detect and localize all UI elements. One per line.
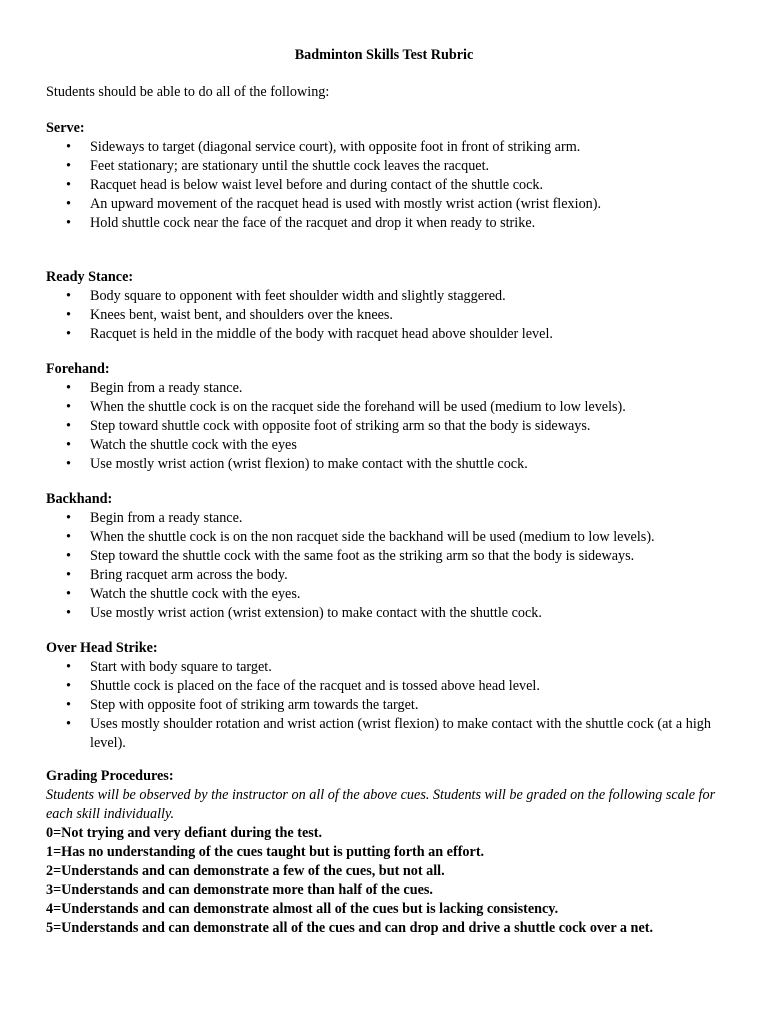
cue-text: Racquet is held in the middle of the body with racquet head above shoulder level. xyxy=(90,326,553,342)
cue-text: Shuttle cock is placed on the face of the racquet and is tossed above head level. xyxy=(90,678,540,694)
list-item xyxy=(46,455,736,474)
list-item xyxy=(46,715,736,753)
list-item xyxy=(46,138,736,157)
list-item xyxy=(46,509,736,528)
bullet-icon: • xyxy=(66,510,71,526)
cue-text: Step with opposite foot of striking arm towards the target. xyxy=(90,697,419,713)
cue-text: Uses mostly shoulder rotation and wrist action (wrist flexion) to make contact with the shuttle cock (at a high level). xyxy=(90,716,711,751)
bullet-icon: • xyxy=(66,586,71,602)
cue-list xyxy=(46,138,736,233)
cue-text: Hold shuttle cock near the face of the racquet and drop it when ready to strike. xyxy=(90,215,536,231)
cue-text: Racquet head is below waist level before and during contact of the shuttle cock. xyxy=(90,177,544,193)
bullet-icon: • xyxy=(66,437,71,453)
list-item xyxy=(46,379,736,398)
bullet-icon: • xyxy=(66,456,71,472)
bullet-icon: • xyxy=(66,605,71,621)
grading-procedures xyxy=(46,767,726,938)
grade-level: 2=Understands and can demonstrate a few of the cues, but not all. xyxy=(46,863,445,879)
grade-level: 5=Understands and can demonstrate all of the cues and can drop and drive a shuttle cock over a net. xyxy=(46,920,654,936)
list-item xyxy=(46,176,736,195)
bullet-icon: • xyxy=(66,307,71,323)
list-item xyxy=(46,547,736,566)
cue-text: Sideways to target (diagonal service court), with opposite foot in front of striking arm. xyxy=(90,139,581,155)
section-forehand xyxy=(46,360,736,474)
bullet-icon: • xyxy=(66,215,71,231)
list-item xyxy=(46,398,736,417)
cue-text: An upward movement of the racquet head is used with mostly wrist action (wrist flexion). xyxy=(90,196,602,212)
section-heading: Over Head Strike: xyxy=(46,640,158,656)
list-item xyxy=(46,436,736,455)
cue-text: Step toward shuttle cock with opposite foot of striking arm so that the body is sideways. xyxy=(90,418,591,434)
cue-list xyxy=(46,287,736,344)
list-item xyxy=(46,287,736,306)
section-over-head-strike xyxy=(46,639,736,753)
section-heading: Ready Stance: xyxy=(46,269,134,285)
section-backhand xyxy=(46,490,736,623)
bullet-icon: • xyxy=(66,548,71,564)
cue-text: When the shuttle cock is on the racquet side the forehand will be used (medium to low levels). xyxy=(90,399,626,415)
bullet-icon: • xyxy=(66,567,71,583)
bullet-icon: • xyxy=(66,139,71,155)
grade-level: 0=Not trying and very defiant during the test. xyxy=(46,825,323,841)
bullet-icon: • xyxy=(66,659,71,675)
cue-text: Use mostly wrist action (wrist flexion) to make contact with the shuttle cock. xyxy=(90,456,528,472)
list-item xyxy=(46,658,736,677)
cue-text: Begin from a ready stance. xyxy=(90,510,243,526)
section-heading: Forehand: xyxy=(46,361,110,377)
cue-list xyxy=(46,509,736,623)
grade-level: 4=Understands and can demonstrate almost all of the cues but is lacking consistency. xyxy=(46,901,559,917)
section-ready-stance xyxy=(46,268,736,344)
cue-text: When the shuttle cock is on the non racquet side the backhand will be used (medium to low levels). xyxy=(90,529,655,545)
bullet-icon: • xyxy=(66,158,71,174)
bullet-icon: • xyxy=(66,326,71,342)
cue-text: Watch the shuttle cock with the eyes xyxy=(90,437,297,453)
bullet-icon: • xyxy=(66,716,71,732)
grading-heading: Grading Procedures: xyxy=(46,768,174,784)
bullet-icon: • xyxy=(66,177,71,193)
section-heading: Backhand: xyxy=(46,491,113,507)
list-item xyxy=(46,157,736,176)
cue-text: Start with body square to target. xyxy=(90,659,272,675)
intro-text: Students should be able to do all of the following: xyxy=(46,84,330,100)
list-item xyxy=(46,325,736,344)
cue-list xyxy=(46,658,736,753)
cue-text: Knees bent, waist bent, and shoulders over the knees. xyxy=(90,307,393,323)
list-item xyxy=(46,195,736,214)
cue-text: Feet stationary; are stationary until the shuttle cock leaves the racquet. xyxy=(90,158,490,174)
cue-text: Begin from a ready stance. xyxy=(90,380,243,396)
list-item xyxy=(46,417,736,436)
section-heading: Serve: xyxy=(46,120,85,136)
cue-text: Use mostly wrist action (wrist extension) to make contact with the shuttle cock. xyxy=(90,605,542,621)
list-item xyxy=(46,696,736,715)
cue-text: Step toward the shuttle cock with the same foot as the striking arm so that the body is sideways. xyxy=(90,548,635,564)
document-title: Badminton Skills Test Rubric xyxy=(294,47,474,63)
bullet-icon: • xyxy=(66,697,71,713)
grade-level: 3=Understands and can demonstrate more than half of the cues. xyxy=(46,882,433,898)
section-serve xyxy=(46,119,736,233)
bullet-icon: • xyxy=(66,196,71,212)
grading-description: Students will be observed by the instructor on all of the above cues. Students will be graded on the following scale for each skill individually. xyxy=(46,787,716,822)
grade-level: 1=Has no understanding of the cues taught but is putting forth an effort. xyxy=(46,844,485,860)
list-item xyxy=(46,528,736,547)
cue-text: Watch the shuttle cock with the eyes. xyxy=(90,586,301,602)
list-item xyxy=(46,214,736,233)
cue-text: Body square to opponent with feet shoulder width and slightly staggered. xyxy=(90,288,506,304)
bullet-icon: • xyxy=(66,399,71,415)
list-item xyxy=(46,585,736,604)
cue-list xyxy=(46,379,736,474)
list-item xyxy=(46,604,736,623)
list-item xyxy=(46,306,736,325)
bullet-icon: • xyxy=(66,678,71,694)
bullet-icon: • xyxy=(66,529,71,545)
list-item xyxy=(46,677,736,696)
bullet-icon: • xyxy=(66,418,71,434)
bullet-icon: • xyxy=(66,288,71,304)
cue-text: Bring racquet arm across the body. xyxy=(90,567,288,583)
list-item xyxy=(46,566,736,585)
bullet-icon: • xyxy=(66,380,71,396)
